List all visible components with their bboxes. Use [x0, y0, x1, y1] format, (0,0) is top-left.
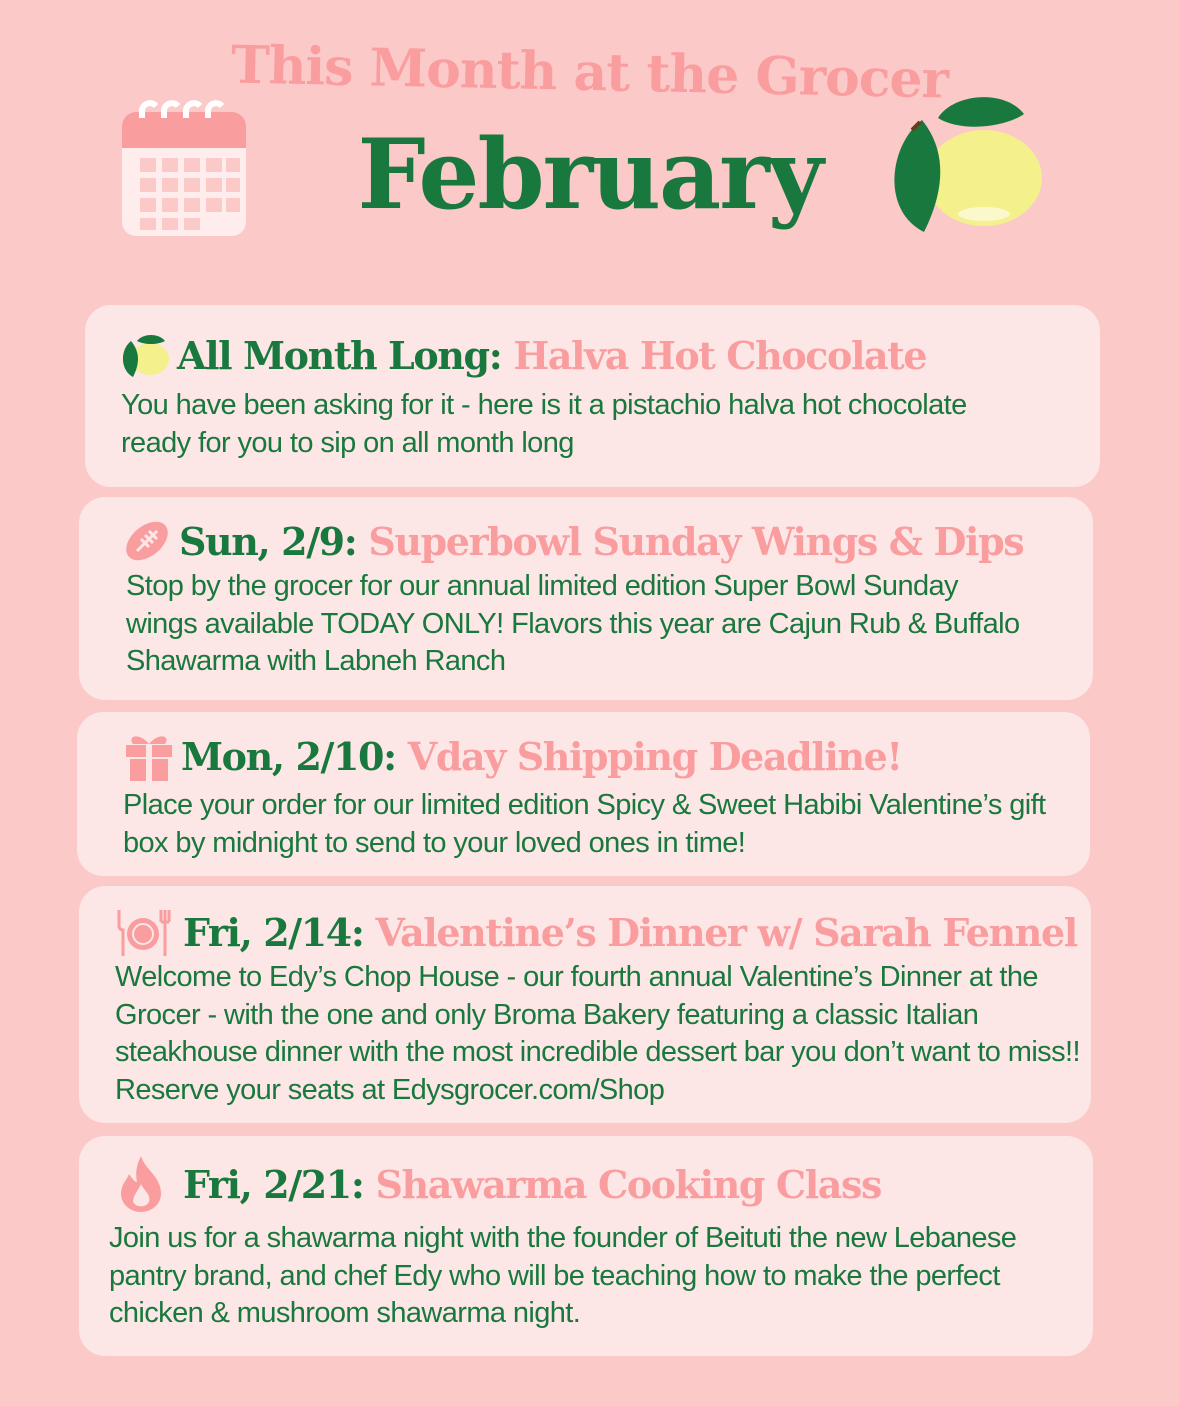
header	[0, 0, 1179, 290]
lemon-icon	[886, 92, 1046, 242]
event-description: Place your order for our limited edition Spicy & Sweet Habibi Valentine’s gift box by midnight to send to your loved ones in time!	[123, 789, 1046, 859]
event-card-all-month	[85, 305, 1100, 487]
event-date: Fri, 2/21:	[183, 1161, 364, 1207]
event-card-vday-shipping	[77, 712, 1090, 876]
dinner-plate-icon	[115, 904, 171, 960]
lemon-icon	[119, 329, 171, 381]
event-date: All Month Long:	[177, 332, 502, 378]
event-heading	[119, 329, 926, 381]
event-description: You have been asking for it - here is it a pistachio halva hot chocolate ready for you to sip on all month long	[121, 389, 967, 459]
event-title: Vday Shipping Deadline!	[407, 733, 902, 779]
event-description: Welcome to Edy’s Chop House - our fourth annual Valentine’s Dinner at the Grocer - with the one and only Broma Bakery featuring a classic Italian steakhouse dinner with the most incredible dessert bar you don’t want to miss!! Reserve your seats at Edysgrocer.com/Shop	[115, 961, 1080, 1106]
event-card-valentines-dinner	[79, 886, 1091, 1123]
month-title: February	[357, 118, 822, 231]
event-card-superbowl	[79, 497, 1093, 700]
event-heading	[115, 904, 1077, 960]
event-description: Stop by the grocer for our annual limited edition Super Bowl Sunday wings available TODAY ONLY! Flavors this year are Cajun Rub & Buffalo Shawarma with Labneh Ranch	[126, 570, 1020, 677]
event-heading	[121, 515, 1023, 567]
event-title: Superbowl Sunday Wings & Dips	[368, 518, 1024, 564]
event-date: Mon, 2/10:	[181, 733, 396, 779]
football-icon	[121, 515, 173, 567]
event-heading	[115, 1154, 881, 1214]
flame-icon	[115, 1154, 167, 1214]
event-title: Halva Hot Chocolate	[513, 332, 927, 378]
event-title: Valentine’s Dinner w/ Sarah Fennel	[375, 909, 1077, 955]
event-date: Fri, 2/14:	[183, 909, 364, 955]
event-heading	[123, 730, 902, 782]
event-date: Sun, 2/9:	[179, 518, 357, 564]
event-description: Join us for a shawarma night with the founder of Beituti the new Lebanese pantry brand, and chef Edy who will be teaching how to make the perfect chicken & mushroom shawarma night.	[109, 1222, 1017, 1329]
event-title: Shawarma Cooking Class	[375, 1161, 881, 1207]
supertitle: This Month at the Grocer	[230, 34, 949, 111]
event-card-shawarma-class	[79, 1136, 1093, 1356]
gift-icon	[123, 730, 175, 782]
